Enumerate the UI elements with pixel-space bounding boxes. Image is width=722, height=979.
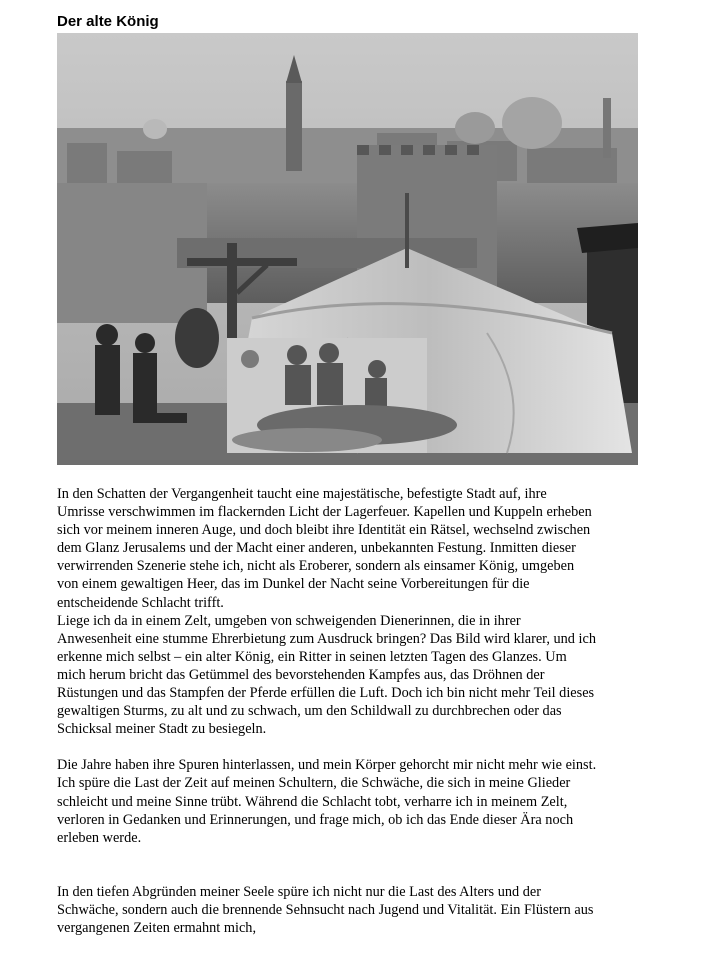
paragraph-4: In den tiefen Abgründen meiner Seele spüre ich nicht nur die Last des Alters und der Schwäche, sondern auch die brennende Sehnsucht nach Jugend und Vitalität. Ein Flüstern aus vergangenen Zeiten ermahnt mich, — [57, 883, 594, 936]
paragraph-1: In den Schatten der Vergangenheit taucht eine majestätische, befestigte Stadt auf, ihre Umrisse verschwimmen im flackernden Licht der Lagerfeuer. Kapellen und Kuppeln erheben sich vor meinem inneren Auge, und doch bleibt ihre Identität ein Rätsel, wechselnd zwischen dem Glanz Jerusalems und der Macht einer anderen, unbekannten Festung. Inmitten dieser verwirrenden Szenerie stehe ich, nicht als Eroberer, sondern als einsamer König, umgeben von einem gewaltigen Heer, das im Dunkel der Nacht seine Vorbereitungen für die entscheidende Schlacht trifft. — [57, 486, 592, 611]
paragraph-2: Liege ich da in einem Zelt, umgeben von schweigenden Dienerinnen, die in ihrer Anwesenheit eine stumme Ehrerbietung zum Ausdruck bringen? Das Bild wird klarer, und ich erkenne mich selbst – ein alter König, ein Ritter in seinen letzten Tagen des Glanzes. Um mich herum bricht das Getümmel des bevorstehenden Kampfes aus, das Dröhnen der Rüstungen und das Stampfen der Pferde erfüllen die Luft. Doch ich bin nicht mehr Teil dieses gewaltigen Sturms, zu alt und zu schwach, um den Schildwall zu durchbrechen oder das Schicksal meiner Stadt zu besiegeln. — [57, 612, 596, 738]
illustration-old-king-tent — [57, 33, 638, 465]
paragraph-3: Die Jahre haben ihre Spuren hinterlassen, und mein Körper gehorcht mir nicht mehr wie einst. Ich spüre die Last der Zeit auf meinen Schultern, die Schwäche, die sich in meine Glieder schleicht und meine Sinne trübt. Während die Schlacht tobt, verharre ich in meinem Zelt, verloren in Gedanken und Erinnerungen, und frage mich, ob ich das Ende dieser Ära noch erleben werde. — [57, 757, 597, 846]
illustration-graphic — [57, 33, 638, 465]
document-title: Der alte König — [57, 13, 159, 30]
paragraph-spacer — [57, 847, 679, 883]
document-body — [57, 485, 679, 937]
paragraph-spacer — [57, 738, 679, 756]
